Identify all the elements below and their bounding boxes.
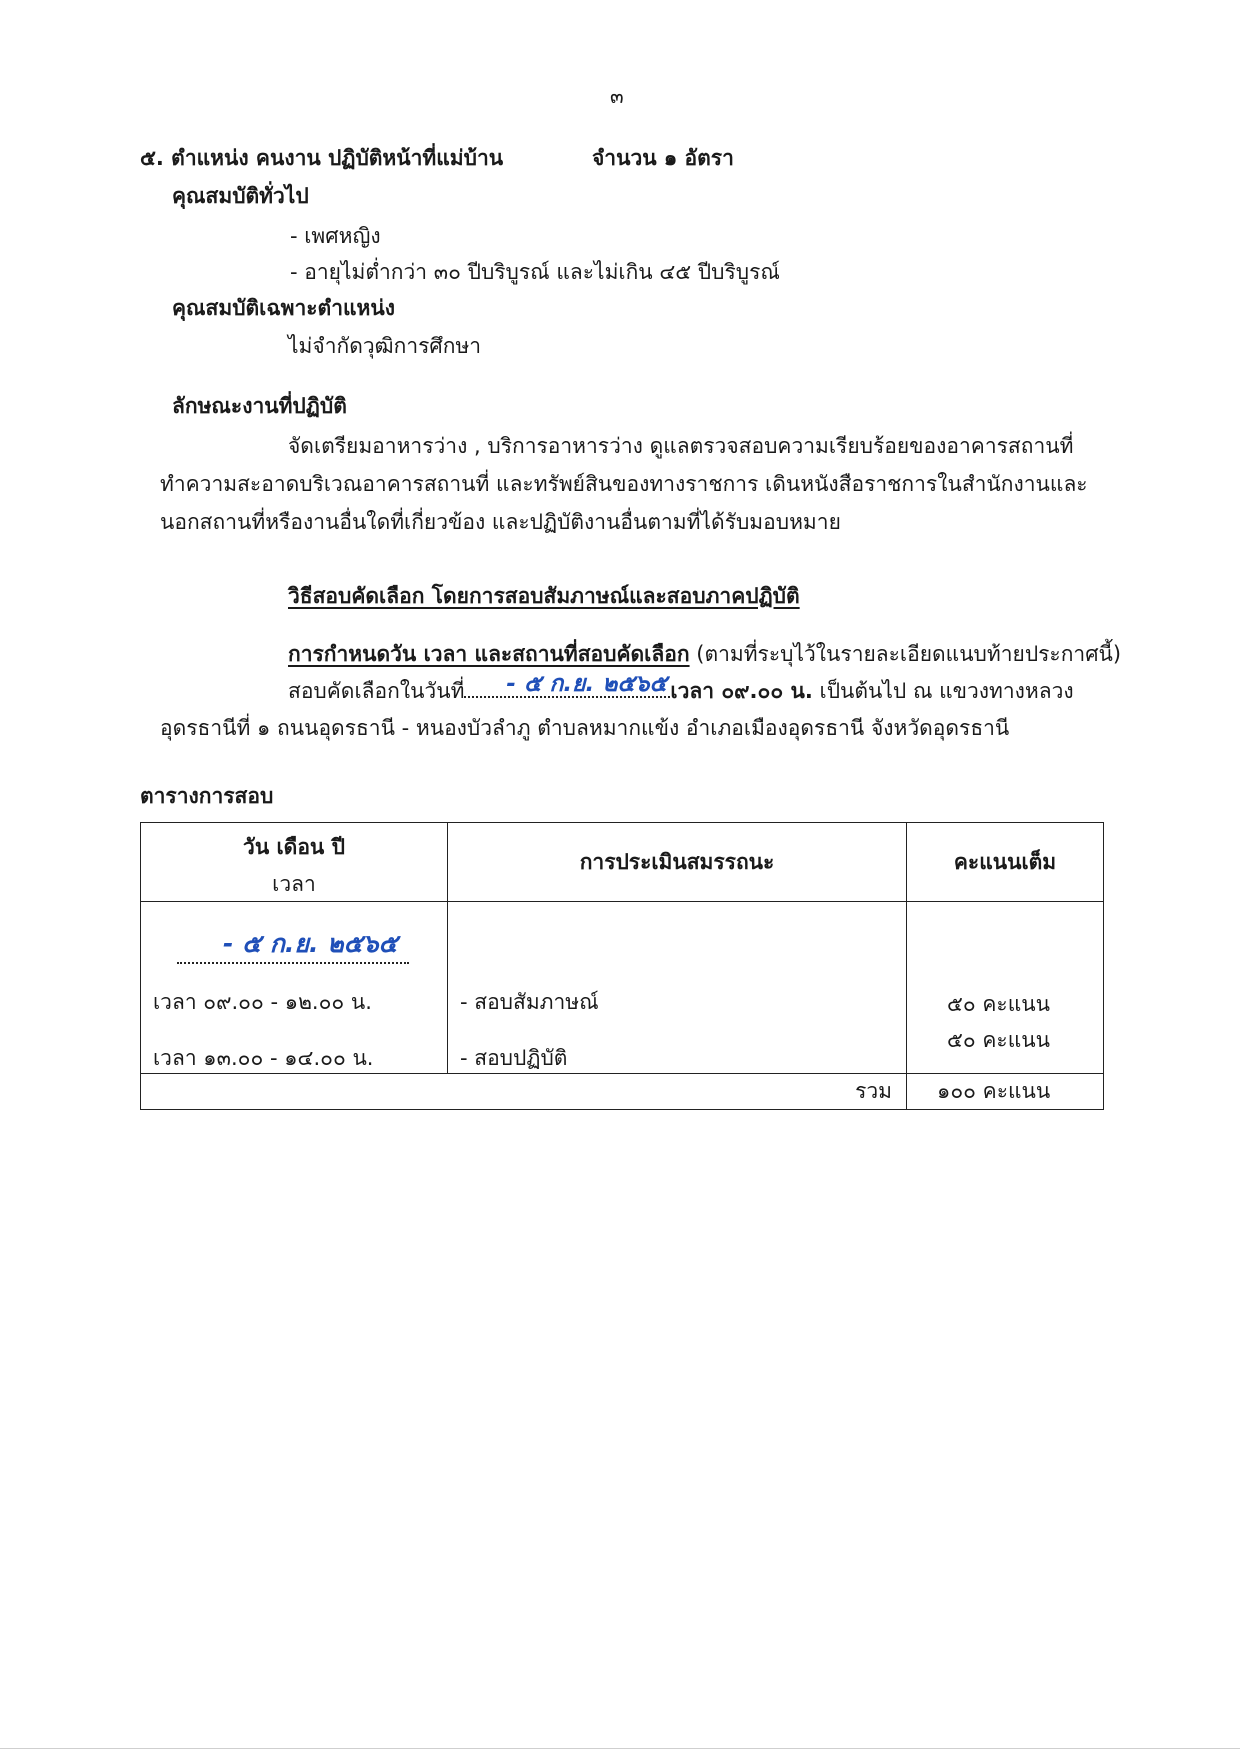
- header-assessment: การประเมินสมรรถนะ: [448, 823, 907, 902]
- exam-table-caption: ตารางการสอบ: [140, 784, 274, 808]
- table-total-row: [141, 1074, 1104, 1110]
- schedule-heading-note: (ตามที่ระบุไว้ในรายละเอียดแนบท้ายประกาศนี้): [696, 642, 1122, 666]
- handwritten-date: - ๕ ก.ย. ๒๕๖๕: [223, 929, 398, 958]
- header-date: วัน เดือน ปี: [243, 835, 345, 859]
- table-row: [141, 902, 1104, 1074]
- general-qualifications-heading: คุณสมบัติทั่วไป: [172, 184, 309, 208]
- job-description-line: นอกสถานที่หรืองานอื่นใดที่เกี่ยวข้อง และปฏิบัติงานอื่นตามที่ได้รับมอบหมาย: [160, 510, 841, 534]
- job-description-heading: ลักษณะงานที่ปฏิบัติ: [172, 394, 347, 418]
- row-assessment: - สอบปฏิบัติ: [460, 1046, 568, 1070]
- date-prefix: สอบคัดเลือกในวันที่: [288, 679, 465, 703]
- exam-schedule-table: [140, 822, 1104, 1110]
- time-cell: [141, 902, 448, 1074]
- header-date-cell: [141, 823, 448, 902]
- assessment-cell: [448, 902, 907, 1074]
- header-time: เวลา: [272, 872, 316, 896]
- row-score: ๕๐ คะแนน: [947, 992, 1050, 1016]
- qualification-item: - เพศหญิง: [290, 224, 381, 248]
- page-edge-line: [0, 1748, 1240, 1749]
- total-label-cell: [141, 1074, 907, 1110]
- row-time: เวลา ๐๙.๐๐ - ๑๒.๐๐ น.: [153, 990, 372, 1014]
- job-description-line: จัดเตรียมอาหารว่าง , บริการอาหารว่าง ดูแลตรวจสอบความเรียบร้อยของอาคารสถานที่: [288, 434, 1074, 458]
- schedule-location-line: อุดรธานีที่ ๑ ถนนอุดรธานี - หนองบัวลำภู ตำบลหมากแข้ง อำเภอเมืองอุดรธานี จังหวัดอุดรธานี: [160, 716, 1010, 740]
- specific-qualifications-text: ไม่จำกัดวุฒิการศึกษา: [288, 334, 482, 358]
- row-score: ๕๐ คะแนน: [947, 1028, 1050, 1052]
- qualification-item: - อายุไม่ต่ำกว่า ๓๐ ปีบริบูรณ์ และไม่เกิน ๔๕ ปีบริบูรณ์: [290, 260, 780, 284]
- total-score-cell: [907, 1074, 1104, 1110]
- job-description-line: ทำความสะอาดบริเวณอาคารสถานที่ และทรัพย์สินของทางราชการ เดินหนังสือราชการในสำนักงานและ: [160, 472, 1088, 496]
- handwritten-date: - ๕ ก.ย. ๒๕๖๕: [506, 671, 667, 697]
- total-score: ๑๐๐ คะแนน: [937, 1079, 1051, 1103]
- date-dotted-line: [177, 962, 409, 964]
- schedule-heading-line: [288, 638, 1121, 671]
- page-number: ๓: [610, 84, 624, 108]
- row-assessment: - สอบสัมภาษณ์: [460, 990, 599, 1014]
- table-header-row: [141, 823, 1104, 902]
- schedule-line1-rest: เป็นต้นไป ณ แขวงทางหลวง: [819, 679, 1074, 703]
- position-quota: จำนวน ๑ อัตรา: [592, 146, 734, 170]
- position-title: ๕. ตำแหน่ง คนงาน ปฏิบัติหน้าที่แม่บ้าน: [140, 146, 504, 170]
- total-label: รวม: [855, 1079, 892, 1103]
- exam-time: เวลา ๐๙.๐๐ น.: [670, 679, 813, 703]
- specific-qualifications-heading: คุณสมบัติเฉพาะตำแหน่ง: [172, 296, 395, 320]
- schedule-date-line: [288, 671, 1074, 708]
- selection-method: วิธีสอบคัดเลือก โดยการสอบสัมภาษณ์และสอบภาคปฏิบัติ: [288, 584, 800, 608]
- header-score: คะแนนเต็ม: [907, 823, 1104, 902]
- score-cell: [907, 902, 1104, 1074]
- schedule-heading: การกำหนดวัน เวลา และสถานที่สอบคัดเลือก: [288, 642, 690, 666]
- row-time: เวลา ๑๓.๐๐ - ๑๔.๐๐ น.: [153, 1046, 374, 1070]
